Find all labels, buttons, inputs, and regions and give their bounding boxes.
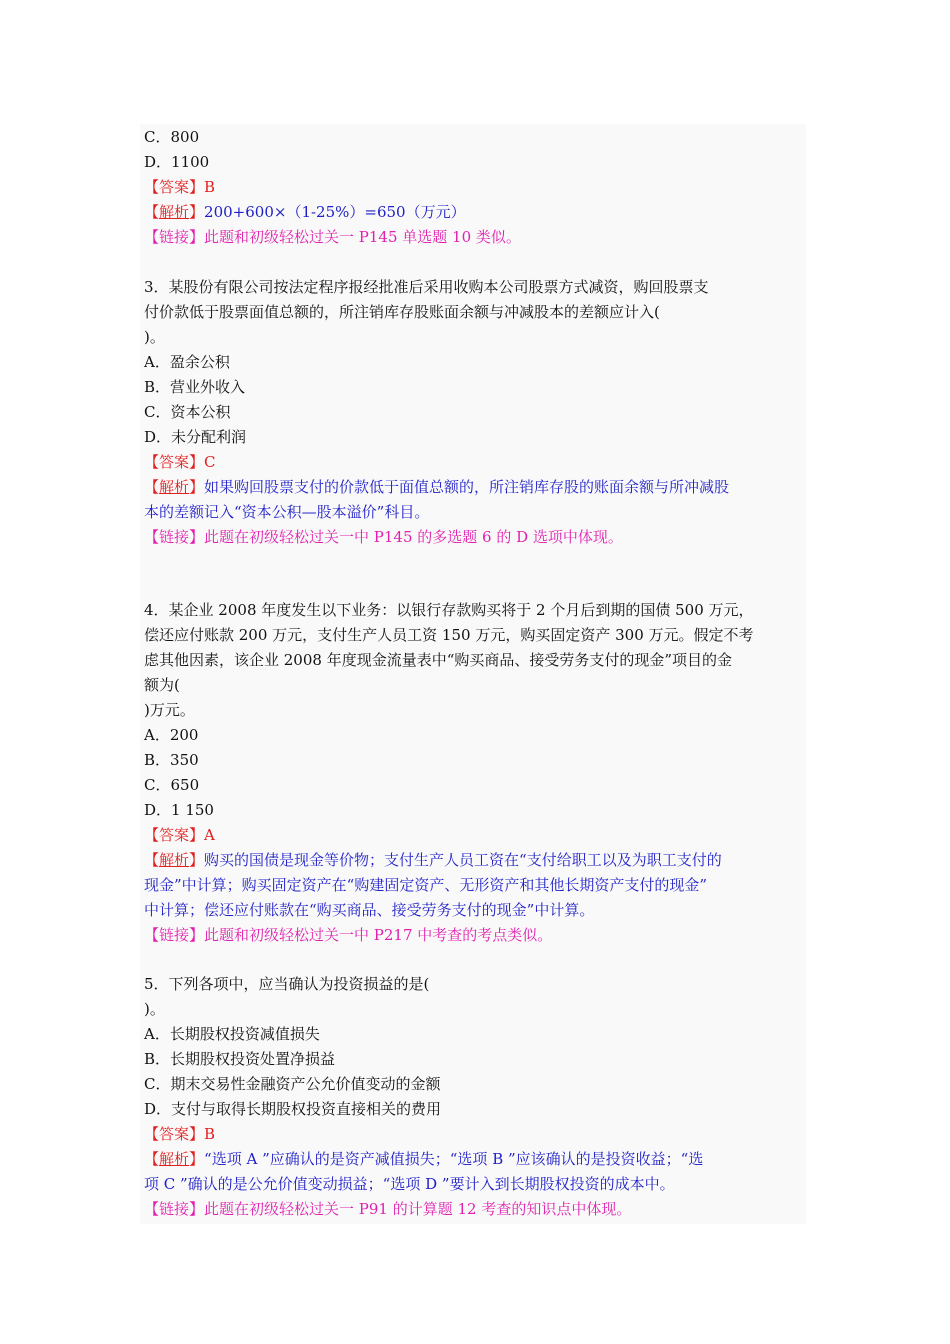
answer-value: A [204,826,215,844]
answer-label: 【答案】 [144,453,205,471]
q5-option-d: D．支付与取得长期股权投资直接相关的费用 [144,1100,442,1118]
q3-option-d: D．未分配利润 [144,428,247,446]
answer-label: 【答案】 [144,826,205,844]
q5-analysis-2: 项 C ”确认的是公允价值变动损益；“选项 D ”要计入到长期股权投资的成本中。 [144,1175,675,1193]
q5-link [144,1197,631,1222]
q4-analysis-3: 中计算；偿还应付账款在“购买商品、接受劳务支付的现金”中计算。 [144,901,595,919]
link-label: 【链接】 [144,1200,205,1218]
q3-stem-2: 付价款低于股票面值总额的，所注销库存股账面余额与冲减股本的差额应计入( [144,303,660,321]
q2-link [144,225,521,250]
q4-stem-1: 4．某企业 2008 年度发生以下业务：以银行存款购买将于 2 个月后到期的国债 500 万元， [144,601,754,619]
q4-stem-2: 偿还应付账款 200 万元，支付生产人员工资 150 万元，购买固定资产 300 万元。假定不考 [144,626,754,644]
q4-option-c: C．650 [144,776,200,794]
link-text: 此题在初级轻松过关一中 P145 的多选题 6 的 D 选项中体现。 [204,528,623,546]
q3-option-c: C．资本公积 [144,403,231,421]
q5-analysis: 【解析】“选项 A ”应确认的是资产减值损失；“选项 B ”应该确认的是投资收益；“选 [144,1150,704,1168]
q3-analysis: 【解析】如果购回股票支付的价款低于面值总额的，所注销库存股的账面余额与所冲减股 [144,478,730,496]
q3-option-a: A．盈余公积 [144,353,230,371]
q4-option-a: A．200 [144,726,199,744]
analysis-label: 解析 [159,851,190,869]
analysis-text: 如果购回股票支付的价款低于面值总额的，所注销库存股的账面余额与所冲减股 [204,478,730,496]
q5-answer [144,1122,215,1147]
answer-value: C [204,453,216,471]
q4-answer [144,823,215,848]
analysis-label: 解析 [159,203,190,221]
analysis-text: 200+600×（1-25%）=650（万元） [204,203,466,221]
q2-analysis: 【解析】200+600×（1-25%）=650（万元） [144,203,466,221]
analysis-label: 解析 [159,478,190,496]
q3-stem-3: )。 [144,328,165,346]
link-text: 此题在初级轻松过关一 P91 的计算题 12 考查的知识点中体现。 [204,1200,632,1218]
q2-option-c: C．800 [144,128,200,146]
q4-analysis-2: 现金”中计算；购买固定资产在“购建固定资产、无形资产和其他长期资产支付的现金” [144,876,708,894]
q3-answer [144,450,216,475]
q4-stem-4: 额为( [144,676,180,694]
q4-option-d: D．1 150 [144,801,214,819]
q2-option-d: D．1100 [144,153,210,171]
answer-value: B [204,178,216,196]
q2-answer [144,175,215,200]
q3-analysis-2: 本的差额记入“资本公积—股本溢价”科目。 [144,503,430,521]
q4-link [144,923,552,948]
q5-option-c: C．期末交易性金融资产公允价值变动的金额 [144,1075,441,1093]
q5-stem-2: )。 [144,1000,165,1018]
answer-value: B [204,1125,216,1143]
analysis-text: 购买的国债是现金等价物；支付生产人员工资在“支付给职工以及为职工支付的 [204,851,722,869]
link-label: 【链接】 [144,926,205,944]
q4-option-b: B．350 [144,751,199,769]
link-text: 此题和初级轻松过关一中 P217 中考查的考点类似。 [204,926,553,944]
q3-option-b: B．营业外收入 [144,378,246,396]
link-label: 【链接】 [144,528,205,546]
link-text: 此题和初级轻松过关一 P145 单选题 10 类似。 [204,228,521,246]
link-label: 【链接】 [144,228,205,246]
q4-stem-3: 虑其他因素，该企业 2008 年度现金流量表中“购买商品、接受劳务支付的现金”项目的金 [144,651,733,669]
answer-label: 【答案】 [144,1125,205,1143]
q4-stem-5: )万元。 [144,701,195,719]
q3-link [144,525,623,550]
q5-stem-1: 5．下列各项中，应当确认为投资损益的是( [144,975,430,993]
analysis-label: 解析 [159,1150,190,1168]
q3-stem-1: 3．某股份有限公司按法定程序报经批准后采用收购本公司股票方式减资，购回股票支 [144,278,709,296]
q4-analysis: 【解析】购买的国债是现金等价物；支付生产人员工资在“支付给职工以及为职工支付的 [144,851,722,869]
answer-label: 【答案】 [144,178,205,196]
q5-option-a: A．长期股权投资减值损失 [144,1025,320,1043]
analysis-text: “选项 A ”应确认的是资产减值损失；“选项 B ”应该确认的是投资收益；“选 [204,1150,704,1168]
q5-option-b: B．长期股权投资处置净损益 [144,1050,336,1068]
